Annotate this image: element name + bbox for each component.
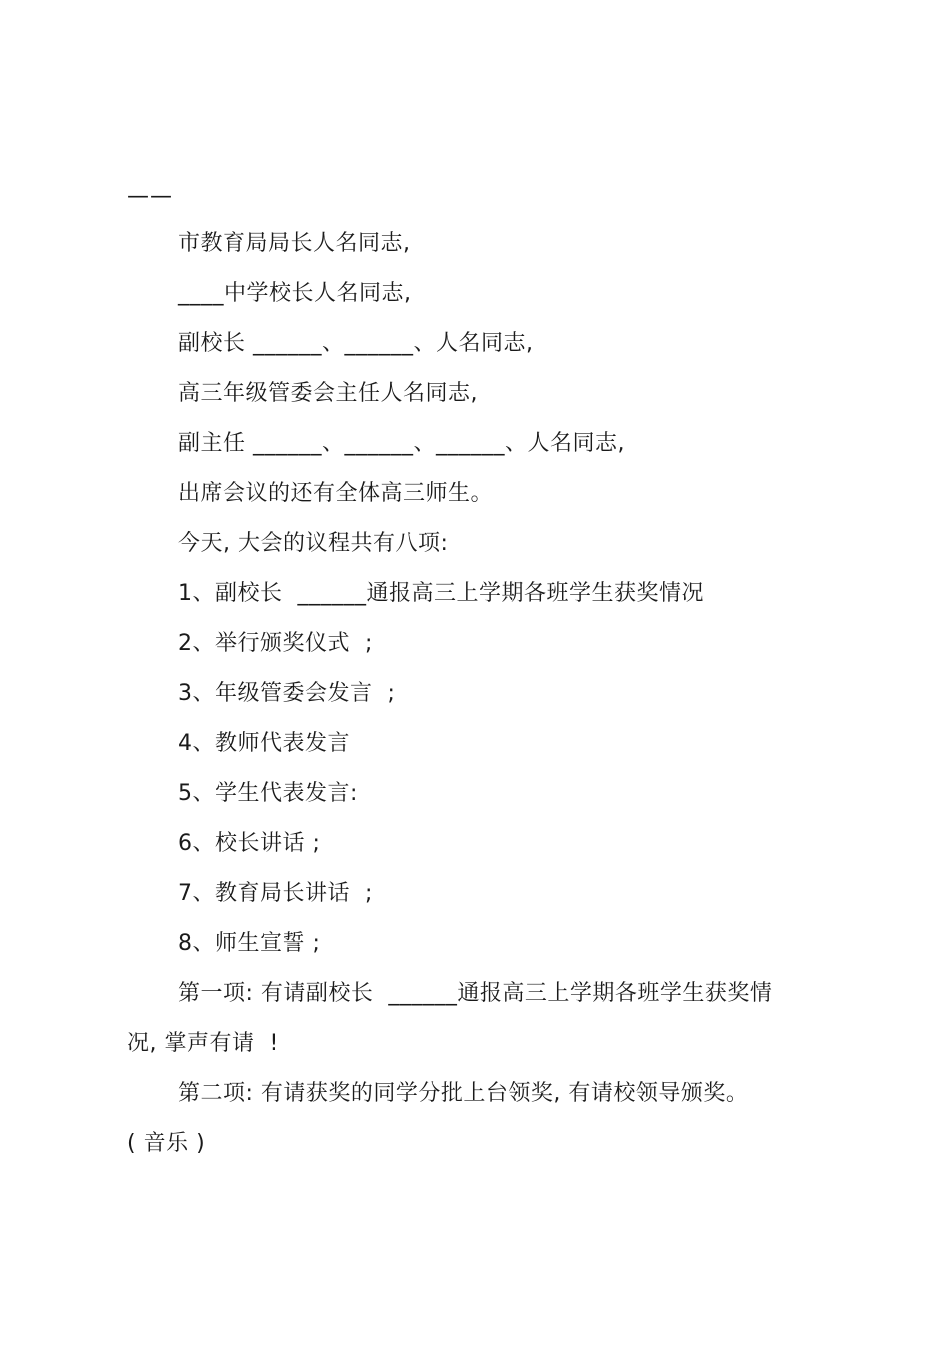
agenda-item-8: 8、师生宣誓 ;	[178, 931, 321, 956]
agenda-item-5: 5、学生代表发言:	[178, 781, 358, 806]
agenda-item-2: 2、举行颁奖仪式 ;	[178, 631, 373, 656]
section-1-line-2: 况, 掌声有请 !	[127, 1031, 279, 1056]
agenda-item-1: 1、副校长 ______通报高三上学期各班学生获奖情况	[178, 581, 704, 606]
attendee-line-3: 副校长 ______、______、人名同志,	[178, 331, 534, 356]
attendee-line-1: 市教育局局长人名同志,	[178, 231, 411, 256]
attendee-line-6: 出席会议的还有全体高三师生。	[178, 481, 494, 506]
section-2-line-1: 第二项: 有请获奖的同学分批上台领奖, 有请校领导颁奖。	[178, 1081, 749, 1106]
agenda-item-7: 7、教育局长讲话 ;	[178, 881, 373, 906]
agenda-item-3: 3、年级管委会发言 ;	[178, 681, 396, 706]
agenda-intro: 今天, 大会的议程共有八项:	[178, 531, 449, 556]
music-note: ( 音乐 )	[127, 1131, 206, 1156]
attendee-line-4: 高三年级管委会主任人名同志,	[178, 381, 478, 406]
attendee-line-2: ____中学校长人名同志,	[178, 281, 412, 306]
attendee-line-5: 副主任 ______、______、______、人名同志,	[178, 431, 625, 456]
lead-dash: ——	[127, 184, 173, 209]
section-1-line-1: 第一项: 有请副校长 ______通报高三上学期各班学生获奖情	[178, 981, 773, 1006]
agenda-item-4: 4、教师代表发言	[178, 731, 350, 756]
agenda-item-6: 6、校长讲话 ;	[178, 831, 321, 856]
